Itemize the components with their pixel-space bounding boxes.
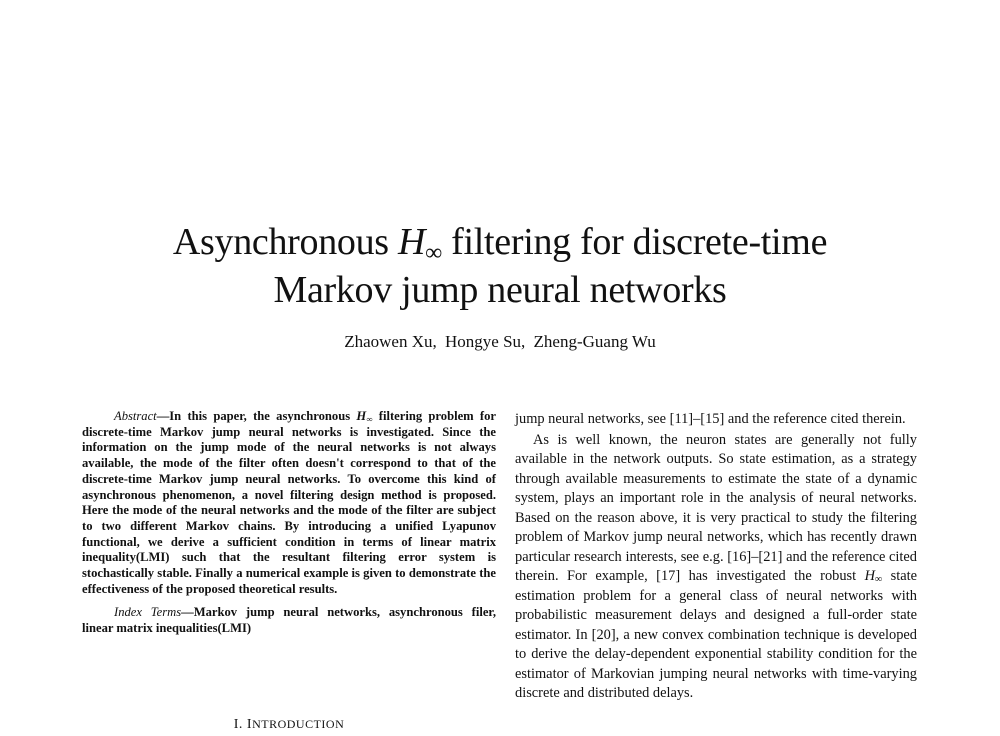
title-math bbox=[398, 221, 442, 266]
abstract-paragraph bbox=[82, 409, 496, 597]
right-paragraph-2 bbox=[515, 431, 917, 704]
author-name: Zheng-Guang Wu bbox=[533, 332, 656, 351]
title-math-base: H bbox=[398, 221, 426, 263]
abstract-math bbox=[356, 409, 372, 423]
title-line-2: Markov jump neural networks bbox=[273, 269, 727, 311]
section-numeral: I. bbox=[233, 717, 247, 732]
right-paragraph-2-rest: state estimation problem for a general class of neural networks with probabilistic measurement delays and designed a full-order state estimator. In [20], a new convex combination technique is developed to derive the delay-dependent exponential stability condition for the estimator of Markovian jumping neural networks with time-varying discrete and distributed delays. bbox=[515, 568, 917, 701]
title-math-sub: ∞ bbox=[425, 240, 442, 266]
title-line-1-rest: filtering for discrete-time bbox=[441, 221, 828, 263]
author-name: Zhaowen Xu, bbox=[344, 332, 437, 351]
section-rest: NTRODUCTION bbox=[252, 717, 345, 731]
author-name: Hongye Su, bbox=[445, 332, 526, 351]
section-first-letter: I bbox=[246, 717, 253, 732]
index-terms-paragraph bbox=[82, 605, 496, 636]
abstract-lead: Abstract bbox=[114, 409, 157, 423]
author-list bbox=[0, 331, 1000, 353]
right-math-sub: ∞ bbox=[875, 574, 883, 585]
section-heading-introduction bbox=[82, 715, 496, 734]
left-column bbox=[82, 409, 496, 637]
paper-title bbox=[0, 218, 1000, 314]
abstract-math-base: H bbox=[356, 409, 367, 423]
abstract-text-rest: filtering problem for discrete-time Markov jump neural networks is investigated. Since the information on the jump mode of the neural networks is not always available, the mode of the filter often doesn't correspond to that of the discrete-time Markov jump neural networks. To overcome this kind of asynchronous phenomenon, a novel filtering design method is proposed. Here the mode of the neural networks and the mode of the filter are subject to two different Markov chains. By introducing a unified Lyapunov functional, we derive a sufficient condition in terms of linear matrix inequality(LMI) such that the resultant filtering error system is stochastically stable. Finally a numerical example is given to demonstrate the effectiveness of the proposed theoretical results. bbox=[82, 409, 497, 596]
abstract-math-sub: ∞ bbox=[366, 414, 373, 424]
right-math-base: H bbox=[864, 568, 875, 584]
index-terms-text: —Markov jump neural networks, asynchronous filer, linear matrix inequalities(LMI) bbox=[82, 605, 496, 636]
title-line-1 bbox=[0, 218, 1000, 266]
index-terms-lead: Index Terms bbox=[114, 605, 182, 620]
right-paragraph-2-math bbox=[865, 568, 883, 584]
title-prefix: Asynchronous bbox=[172, 221, 398, 263]
abstract-text-start: —In this paper, the asynchronous bbox=[156, 409, 357, 423]
right-column bbox=[515, 410, 917, 704]
right-paragraph-2-start: As is well known, the neuron states are generally not fully available in the network outputs. So state estimation, as a strategy through available measurements to estimate the state of a dynamic system, plays an important role in the analysis of neural networks. Based on the reason above, it is very practical to study the filtering problem of Markov jump neural networks, which has recently drawn particular research interests, see e.g. [16]–[21] and the reference cited therein. For example, [17] has investigated the robust bbox=[515, 431, 917, 584]
right-paragraph-1: jump neural networks, see [11]–[15] and the reference cited therein. bbox=[515, 411, 906, 427]
